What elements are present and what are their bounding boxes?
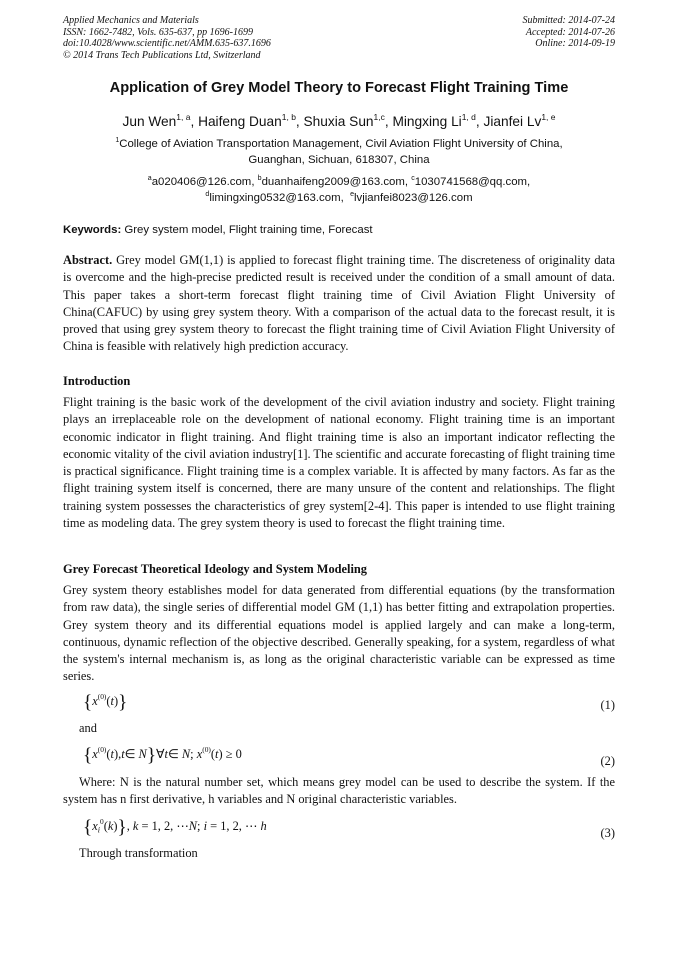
paper-title: Application of Grey Model Theory to Forecast Flight Training Time <box>109 80 569 96</box>
section-heading-introduction: Introduction <box>63 374 131 388</box>
author-sup: 1, a <box>176 112 191 123</box>
where-paragraph <box>63 774 615 809</box>
author-sup: 1, b <box>281 112 296 123</box>
author-name: Jun Wen <box>122 114 177 129</box>
email-sup: e <box>350 190 354 198</box>
equation-1-number: (1) <box>600 698 615 712</box>
equation-1 <box>63 691 615 722</box>
section-heading-grey-forecast: Grey Forecast Theoretical Ideology and System Modeling <box>63 562 368 576</box>
equation-3 <box>63 818 615 846</box>
keywords-text: Grey system model, Flight training time, Forecast <box>124 224 373 236</box>
email-sup: a <box>147 175 152 183</box>
email-address: a020406@126.com <box>151 176 252 188</box>
abstract-label: Abstract. <box>63 253 113 267</box>
journal-copyright: © 2014 Trans Tech Publications Ltd, Switzerland <box>63 49 261 61</box>
author-sup: 1, e <box>541 112 556 123</box>
affiliation-line-2: Guanghan, Sichuan, 618307, China <box>248 153 430 166</box>
submission-dates <box>523 15 616 50</box>
and-text: and <box>79 721 97 735</box>
affiliation <box>60 137 618 168</box>
keywords-label: Keywords: <box>63 224 122 236</box>
introduction-paragraph <box>63 394 615 532</box>
keywords <box>63 224 373 236</box>
email-sup: c <box>411 175 415 183</box>
accepted-date: Accepted: 2014-07-26 <box>525 26 615 38</box>
equation-2 <box>63 746 615 774</box>
email-sup: b <box>257 175 262 183</box>
author-name: Shuxia Sun <box>303 114 374 129</box>
author-sup: 1, d <box>461 112 476 123</box>
equation-1-expression: $\{x^{(0)}(t)\}$ <box>83 691 128 713</box>
equation-2-number: (2) <box>600 754 615 768</box>
submitted-date: Submitted: 2014-07-24 <box>522 15 615 26</box>
affiliation-line-1: College of Aviation Transportation Management, Civil Aviation Flight University of China, <box>119 138 563 150</box>
journal-doi: doi:10.4028/www.scientific.net/AMM.635-637.1696 <box>63 38 271 49</box>
author-list: Jun Wen$^{1, a}$, Haifeng Duan$^{1, b}$, Shuxia Sun$^{1,c}$, Mingxing Li$^{1, d}$, Jianfei Lv$^{1, e}$ <box>122 112 556 129</box>
abstract-text: Grey model GM(1,1) is applied to forecast flight training time. The discreteness of originality data is overcome and the high-precise predicted result is received under the condition of a small amount of data. This paper takes a short-term forecast flight training time of Civil Aviation Flight University of China(CAFUC) by using grey system theory. With a comparison of the actual data to the forecast result, it is proved that using grey system theory to forecast the flight training time of Civil Aviation Flight University of China is feasible with relatively high prediction accuracy. <box>63 253 615 354</box>
affiliation-sup: 1 <box>115 137 120 145</box>
email-address: 1030741568@qq.com <box>414 176 528 188</box>
email-address: lvjianfei8023@126.com <box>354 191 473 204</box>
email-list: $^a$a020406@126.com, $^b$duanhaifeng2009@163.com, $^c$1030741568@qq.com, $^d$limingxing0532@163.com, $^e$lvjianfei8023@126.com <box>147 175 531 204</box>
email-sup: d <box>205 190 210 198</box>
grey-forecast-text: Grey system theory establishes model for data generated from differential equations (by the transformation from raw data), the single series of differential model GM (1,1) has better fitting and extrapolation properties. Grey system theory and its differential equations model is applied largely and can make a long-term, continuous, dynamic reflection of the objective described. Generally speaking, for a system, regardless of what the system's internal mechanism is, as long as the original characteristic variable can be expressed as time series. <box>63 583 615 684</box>
introduction-text: Flight training is the basic work of the development of the civil aviation industry and society. Flight training plays an irreplaceable role on the development of national economy. Flight training time is an important economic indicator in flight training. And flight training time is also an important indicator reflecting the economic vitality of the civil aviation industry[1]. The scientific and accurate forecasting of flight training time is practical significance. Flight training time is a complex variable. It is affected by many factors. As far as the flight training system itself is concerned, there are many unsure of the content and relationships. The flight training system possesses the characteristics of grey system[2-4]. This paper is intended to use flight training time as modeling data. The grey system theory is used to forecast the flight training time. <box>63 395 615 531</box>
author-sup: 1,c <box>373 112 385 123</box>
author-name: Jianfei Lv <box>483 114 542 129</box>
author-name: Mingxing Li <box>392 114 462 129</box>
equation-3-number: (3) <box>600 826 615 840</box>
online-date: Online: 2014-09-19 <box>535 38 615 49</box>
email-address: limingxing0532@163.com <box>209 191 341 204</box>
equation-2-expression: {$x^{(0)}(t),t\in$ N}∀t∈ N; $x^{(0)}(t) \ge 0$ <box>83 744 242 766</box>
journal-issn: ISSN: 1662-7482, Vols. 635-637, pp 1696-1699 <box>63 26 253 38</box>
where-text: Where: N is the natural number set, which means grey model can be used to describe the system. If the system has n first derivative, h variables and N original characteristic variables. <box>63 775 615 807</box>
author-name: Haifeng Duan <box>198 114 282 129</box>
abstract <box>63 252 615 356</box>
journal-name: Applied Mechanics and Materials <box>63 15 199 26</box>
email-address: duanhaifeng2009@163.com <box>261 176 405 188</box>
equation-3-expression: $\{x_i^0(k)\}$, k = 1, 2, ⋯N; i = 1, 2, ⋯ h <box>83 816 267 838</box>
through-transformation-text: Through transformation <box>79 846 198 860</box>
grey-forecast-paragraph <box>63 582 615 686</box>
journal-info <box>63 15 271 61</box>
